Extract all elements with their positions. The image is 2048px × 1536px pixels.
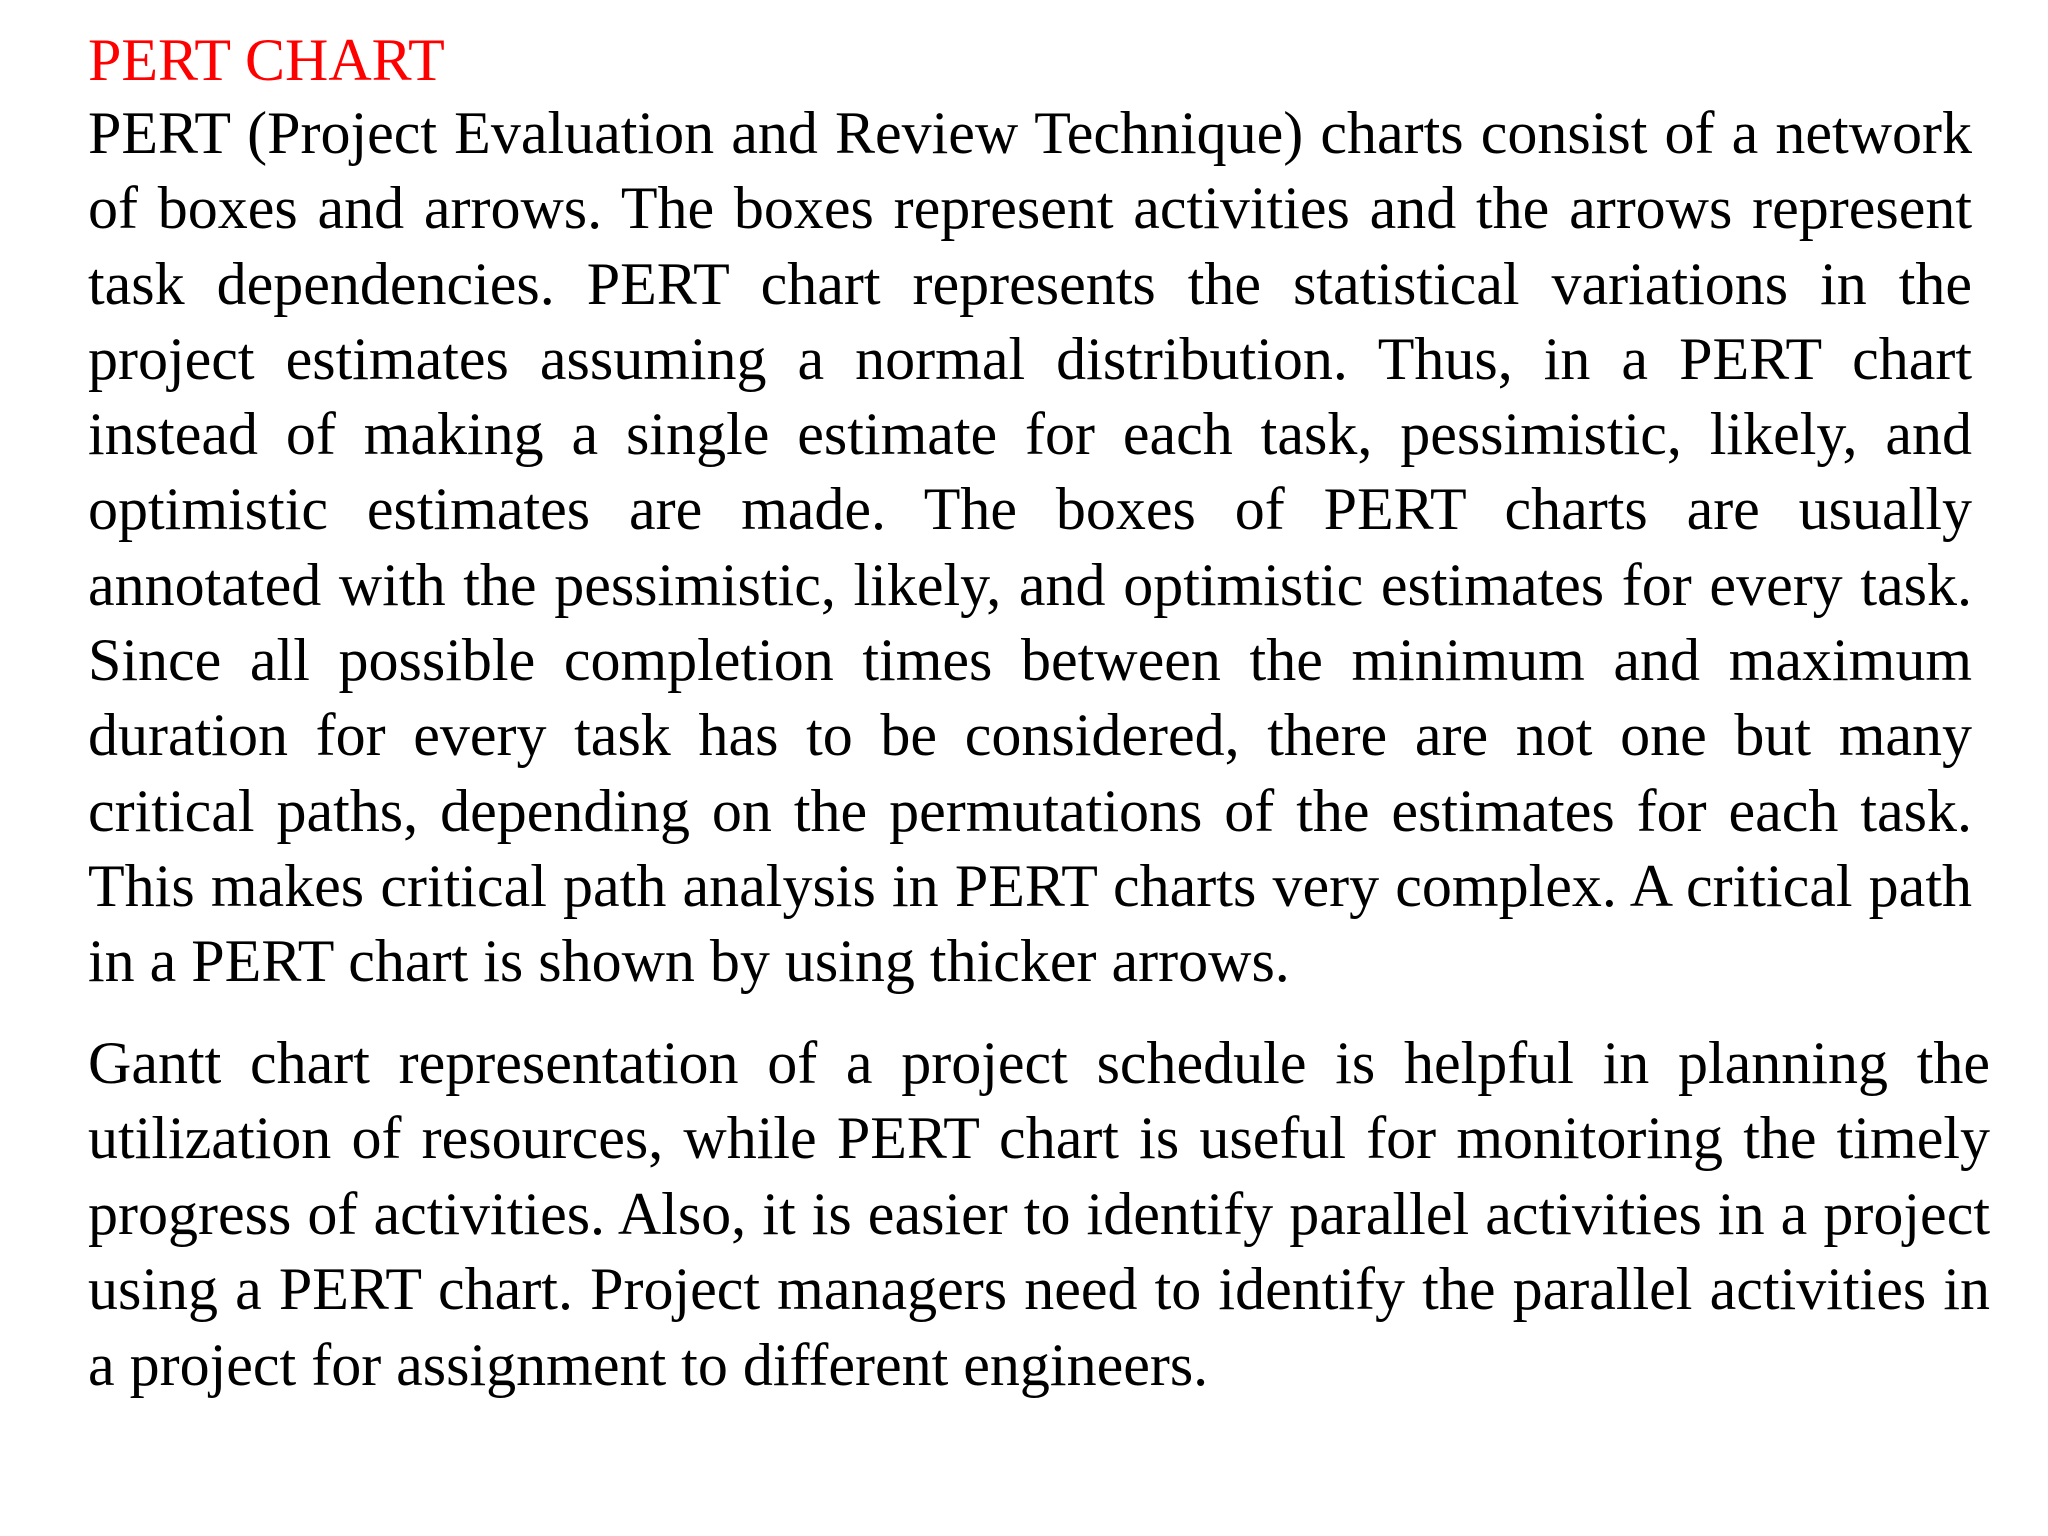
document-page: [88, 24, 1990, 1403]
section-title: PERT CHART: [88, 27, 445, 93]
paragraph-gantt-vs-pert: Gantt chart representation of a project schedule is helpful in planning the utilization of resources, while PERT chart is useful for monitoring the timely progress of activities. Also, it is easier to identify parallel activities in a project using a PERT chart. Project managers need to identify the parallel activities in a project for assignment to different engineers.: [88, 1029, 1990, 1398]
paragraph-pert-description: PERT (Project Evaluation and Review Technique) charts consist of a network of boxes and arrows. The boxes represent activities and the arrows represent task dependencies. PERT chart represents the statistical variations in the project estimates assuming a normal distribution. Thus, in a PERT chart instead of making a single estimate for each task, pessimistic, likely, and optimistic estimates are made. The boxes of PERT charts are usually annotated with the pessimistic, likely, and optimistic estimates for every task. Since all possible completion times between the minimum and maximum duration for every task has to be considered, there are not one but many critical paths, depending on the permutations of the estimates for each task. This makes critical path analysis in PERT charts very complex. A critical path in a PERT chart is shown by using thicker arrows.: [88, 100, 1972, 995]
